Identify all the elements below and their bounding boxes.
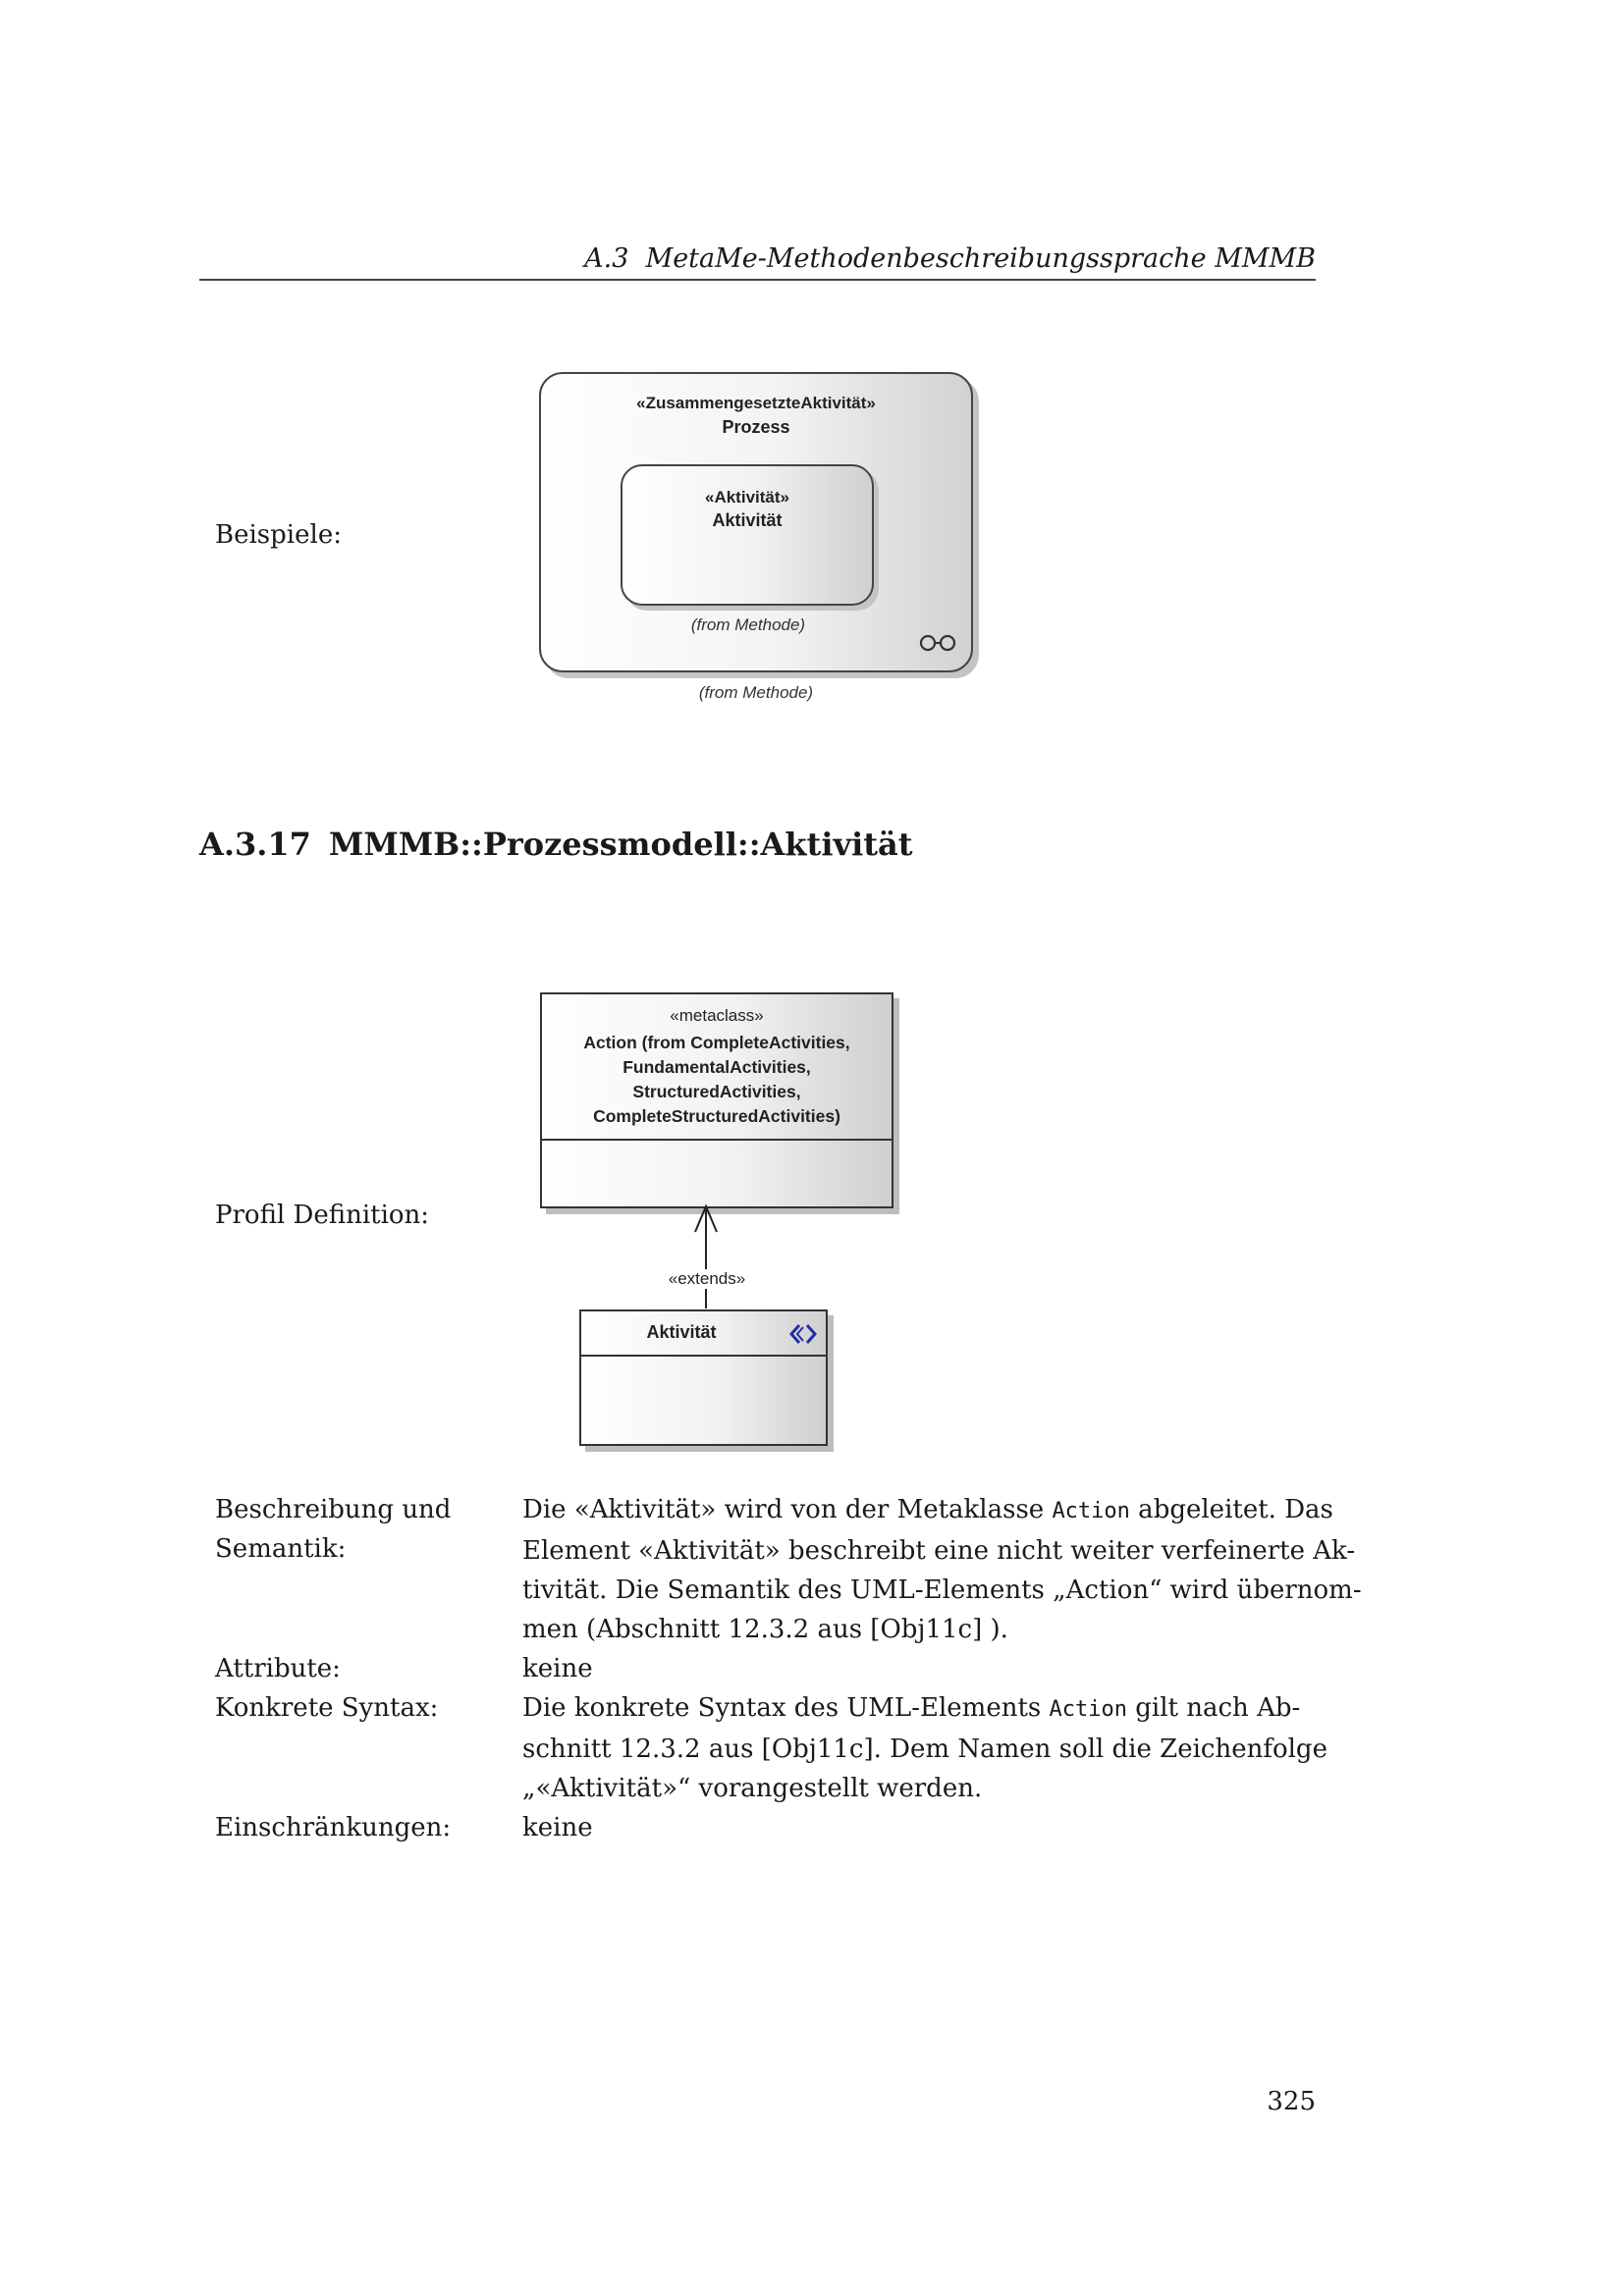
syntax-term: Konkrete Syntax: — [215, 1693, 439, 1723]
composite-activity-name: Prozess — [722, 417, 790, 437]
syntax-line: schnitt 12.3.2 aus [Obj11c]. Dem Namen soll die Zeichenfolge — [522, 1735, 1327, 1764]
semantics-term-line: Beschreibung und — [215, 1495, 452, 1524]
constraints-row — [215, 1808, 1334, 1847]
description-table — [215, 1490, 1362, 1847]
semantics-text: Die «Aktivität» wird von der Metaklasse — [522, 1495, 1053, 1524]
attributes-value: keine — [522, 1654, 593, 1683]
syntax-text: gilt nach Ab- — [1127, 1693, 1301, 1723]
examples-label: Beispiele: — [215, 520, 342, 550]
syntax-definition — [522, 1688, 1333, 1808]
extends-label: «extends» — [656, 1269, 758, 1289]
inner-from-note: (from Methode) — [690, 615, 806, 634]
semantics-term-line: Semantik: — [215, 1534, 347, 1564]
running-header — [199, 240, 1316, 279]
metaclass-divider — [542, 1139, 892, 1141]
semantics-line: men (Abschnitt 12.3.2 aus [Obj11c] ). — [522, 1615, 1008, 1644]
metaclass-name-line: StructuredActivities, — [632, 1082, 801, 1101]
stereotype-divider — [581, 1355, 826, 1357]
semantics-definition — [522, 1490, 1362, 1649]
metaclass-name-line: FundamentalActivities, — [623, 1057, 811, 1077]
profile-label: Profil Definition: — [215, 1201, 430, 1230]
semantics-line — [522, 1490, 1333, 1531]
composite-activity-stereotype: «ZusammengesetzteAktivität» — [636, 394, 876, 412]
action-code: Action — [1049, 1697, 1127, 1722]
metaclass-action-box — [540, 992, 893, 1208]
constraints-term: Einschränkungen: — [215, 1813, 452, 1842]
header-rule — [199, 279, 1316, 281]
syntax-line: „«Aktivität»“ vorangestellt werden. — [522, 1774, 983, 1803]
constraints-value: keine — [522, 1813, 593, 1842]
semantics-line: Element «Aktivität» beschreibt eine nicht weiter verfeinerte Ak- — [522, 1536, 1356, 1566]
attributes-term: Attribute: — [215, 1654, 341, 1683]
header-title: MetaMe-Methodenbeschreibungssprache MMMB — [645, 243, 1316, 274]
extends-arrow — [681, 1202, 731, 1310]
semantics-term — [215, 1490, 510, 1569]
metaclass-name — [542, 1031, 892, 1129]
metaclass-name-line: CompleteStructuredActivities) — [593, 1106, 840, 1126]
section-number: A.3.17 — [199, 826, 311, 863]
stereotype-name: Aktivität — [646, 1322, 717, 1342]
outer-from-note: (from Methode) — [698, 683, 814, 702]
semantics-line: tivität. Die Semantik des UML-Elements „Action“ wird übernom- — [522, 1575, 1362, 1605]
syntax-row — [215, 1688, 1334, 1808]
activity-stereotype: «Aktivität» — [705, 488, 789, 507]
syntax-text: Die konkrete Syntax des UML-Elements — [522, 1693, 1050, 1723]
attributes-row — [215, 1649, 1334, 1688]
action-code: Action — [1052, 1499, 1130, 1523]
section-title: MMMB::Prozessmodell::Aktivität — [328, 826, 913, 863]
page-number: 325 — [1267, 2087, 1316, 2116]
header-section-number: A.3 — [584, 243, 629, 274]
stereotype-icon — [789, 1323, 817, 1345]
stereotype-aktivitaet-box — [579, 1309, 828, 1446]
metaclass-stereotype: «metaclass» — [670, 1006, 764, 1025]
semantics-text: abgeleitet. Das — [1129, 1495, 1333, 1524]
composite-infinity-icon — [913, 632, 962, 654]
activity-name: Aktivität — [712, 510, 783, 530]
section-heading — [199, 823, 913, 866]
semantics-row — [215, 1490, 1362, 1649]
activity-box — [621, 464, 874, 606]
syntax-line — [522, 1688, 1333, 1730]
metaclass-name-line: Action (from CompleteActivities, — [583, 1033, 850, 1052]
